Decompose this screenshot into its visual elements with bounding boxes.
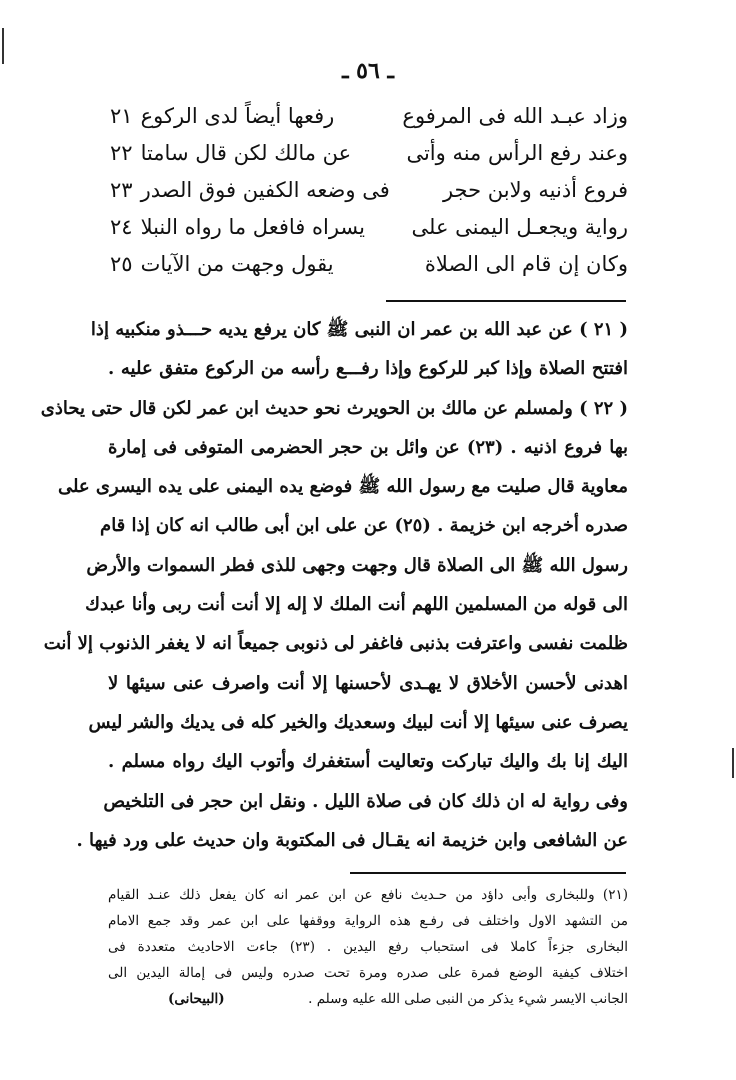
- footnote-line: اختلاف كيفية الوضع فمرة على صدره ومرة تحت صدره وليس فى إمالة اليدين الى: [108, 965, 628, 981]
- footnote-line: البخارى جزءاً كاملا فى استحباب رفع اليدين . (٢٣) جاءت الاحاديث متعددة فى: [108, 939, 628, 955]
- verse-second-hemistich: [110, 104, 334, 128]
- footnote-last-line: [108, 986, 628, 1012]
- footnote-line: من التشهد الاول واختلف فى رفـع هذه الرواية ووقفها على ابن عمر وقد جمع الامام: [108, 913, 628, 929]
- verse-number: ٢٢: [110, 141, 133, 165]
- verse-line: [110, 104, 628, 141]
- verse-number: ٢٣: [110, 178, 133, 202]
- verse-second-text: يقول وجهت من الآيات: [140, 252, 334, 276]
- verse-second-hemistich: [110, 178, 390, 202]
- verse-number: ٢٤: [110, 215, 133, 239]
- section-divider: [386, 300, 626, 302]
- poem-verses: [110, 104, 628, 289]
- footnote-line: الجانب الايسر شيء يذكر من النبى صلى الله عليه وسلم .: [308, 991, 628, 1007]
- verse-line: [110, 141, 628, 178]
- page-number: ـ ٥٦ ـ: [342, 58, 394, 84]
- commentary-line: معاوية قال صليت مع رسول الله ﷺ فوضع يده اليمنى على يده اليسرى على: [57, 476, 628, 498]
- verse-second-text: يسراه فافعل ما رواه النبلا: [140, 215, 365, 239]
- author-signature: (البيحانى): [168, 991, 225, 1007]
- verse-first-hemistich: وعند رفع الرأس منه وأتى: [406, 141, 628, 165]
- commentary-line: افتتح الصلاة وإذا كبر للركوع وإذا رفـــع رأسه من الركوع متفق عليه .: [108, 358, 628, 380]
- verse-number: ٢٥: [110, 252, 133, 276]
- verse-first-hemistich: رواية ويجعـل اليمنى على: [411, 215, 628, 239]
- footnotes-block: [108, 882, 628, 1012]
- verse-second-hemistich: [110, 252, 334, 276]
- commentary-line: عن الشافعى وابن خزيمة انه يقـال فى المكتوبة وان حديث على ورد فيها .: [76, 829, 628, 851]
- commentary-block: [40, 310, 628, 860]
- commentary-line: اليك إنا بك واليك تباركت وتعاليت أستغفرك وأتوب اليك رواه مسلم .: [108, 751, 628, 773]
- footnote-line: (٢١) وللبخارى وأبى داؤد من حـديث نافع عن ابن عمر انه كان يفعل ذلك عنـد القيام: [108, 887, 628, 903]
- verse-second-text: فى وضعه الكفين فوق الصدر: [140, 178, 390, 202]
- verse-first-hemistich: وزاد عبـد الله فى المرفوع: [402, 104, 628, 128]
- footnote-divider: [350, 872, 626, 874]
- commentary-line: صدره أخرجه ابن خزيمة . (٢٥) عن على ابن أبى طالب انه كان إذا قام: [100, 515, 628, 537]
- verse-number: ٢١: [110, 104, 133, 128]
- verse-line: [110, 252, 628, 289]
- commentary-line: رسول الله ﷺ الى الصلاة قال وجهت وجهى للذى فطر السموات والأرض: [86, 554, 628, 576]
- verse-first-hemistich: وكان إن قام الى الصلاة: [424, 252, 628, 276]
- margin-mark: [732, 748, 734, 778]
- verse-second-hemistich: [110, 215, 365, 239]
- verse-line: [110, 178, 628, 215]
- commentary-line: الى قوله من المسلمين اللهم أنت الملك لا إله إلا أنت أنت ربى وأنا عبدك: [85, 594, 628, 616]
- commentary-line: يصرف عنى سيئها إلا أنت لبيك وسعديك والخير كله فى يديك والشر ليس: [88, 711, 628, 733]
- commentary-line: ظلمت نفسى واعترفت بذنبى فاغفر لى ذنوبى جميعاً انه لا يغفر الذنوب إلا أنت: [43, 633, 628, 655]
- verse-second-text: عن مالك لكن قال سامتا: [140, 141, 352, 165]
- commentary-line: بها فروع اذنيه . (٢٣) عن وائل بن حجر الحضرمى المتوفى فى إمارة: [108, 436, 628, 458]
- verse-line: [110, 215, 628, 252]
- commentary-line: وفى رواية له ان ذلك كان فى صلاة الليل . ونقل ابن حجر فى التلخيص: [103, 790, 628, 812]
- verse-first-hemistich: فروع أذنيه ولابن حجر: [442, 178, 628, 202]
- verse-second-text: رفعها أيضاً لدى الركوع: [140, 104, 335, 128]
- commentary-line: ( ٢١ ) عن عبد الله بن عمر ان النبى ﷺ كان يرفع يديه حـــذو منكبيه إذا: [90, 319, 628, 340]
- commentary-line: ( ٢٢ ) ولمسلم عن مالك بن الحويرث نحو حديث ابن عمر لكن قال حتى يحاذى: [40, 397, 628, 419]
- verse-second-hemistich: [110, 141, 351, 165]
- commentary-line: اهدنى لأحسن الأخلاق لا يهـدى لأحسنها إلا أنت واصرف عنى سيئها لا: [108, 672, 628, 694]
